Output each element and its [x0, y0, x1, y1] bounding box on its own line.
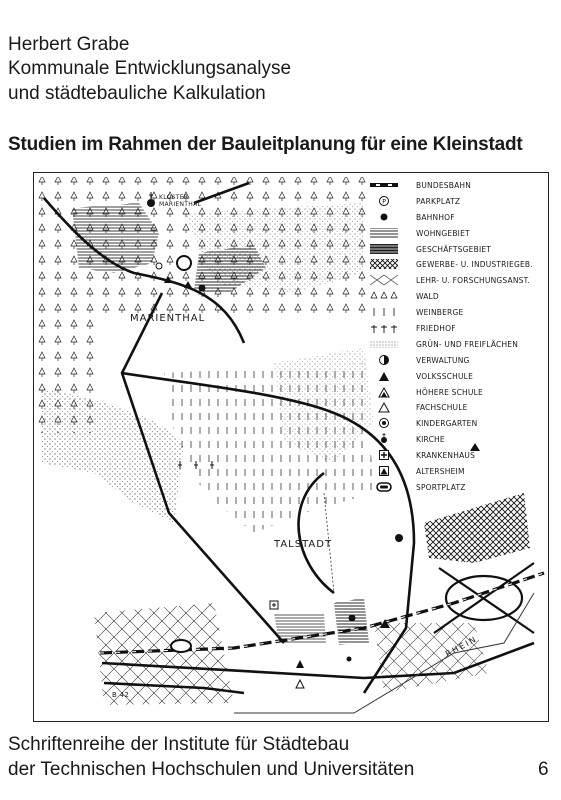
place-talstadt: TALSTADT: [274, 539, 333, 550]
legend-item-residential: [370, 227, 549, 243]
forest-symbol-icon: [370, 290, 398, 302]
legend-label: WALD: [416, 292, 439, 302]
legend-item-forest: [370, 290, 549, 306]
legend-item-primary-school: [370, 370, 549, 386]
retirement-home-symbol-icon: [370, 465, 398, 477]
legend-label: WOHNGEBIET: [416, 228, 470, 238]
high-school-symbol-icon: [370, 386, 398, 398]
book-title-line-1: Kommunale Entwicklungsanalyse: [8, 58, 292, 79]
legend-item-high-school: [370, 386, 549, 402]
river-label: RHEIN: [443, 634, 480, 659]
author-name: Herbert Grabe: [8, 34, 130, 55]
legend-item-technical-school: [370, 401, 549, 417]
cemetery-symbol-icon: [370, 322, 398, 334]
legend-item-railway: [370, 179, 549, 195]
town-plan-map: [33, 172, 549, 722]
book-title-line-2: und städtebauliche Kalkulation: [8, 83, 266, 104]
legend-label: PARKPLATZ: [416, 196, 461, 206]
legend-label: ALTERSHEIM: [416, 467, 465, 477]
legend-item-station: [370, 211, 549, 227]
legend-item-vineyard: [370, 306, 549, 322]
hospital-symbol-icon: [370, 449, 398, 461]
church-symbol-icon: [370, 433, 398, 445]
legend-item-cemetery: [370, 322, 549, 338]
road-label: B 42: [112, 691, 130, 699]
legend-label: GEWERBE- U. INDUSTRIEGEB.: [416, 260, 533, 270]
place-kloster: KLOSTER MARIENTHAL: [159, 194, 202, 208]
motorway-interchange: [434, 563, 534, 633]
residential-marienthal: [72, 203, 159, 273]
legend-item-kindergarten: [370, 417, 549, 433]
research-symbol-icon: [370, 274, 398, 286]
legend-item-sports-field: [370, 481, 549, 497]
legend-label: HÖHERE SCHULE: [416, 387, 483, 397]
industrial-area: [424, 493, 530, 563]
commercial-area: [334, 598, 369, 645]
residential-symbol-icon: [370, 227, 398, 239]
legend-label: SPORTPLATZ: [416, 482, 466, 492]
kindergarten-symbol-icon: [370, 417, 398, 429]
place-marienthal: MARIENTHAL: [130, 313, 206, 324]
technical-school-symbol-icon: [370, 401, 398, 413]
legend-label: GRÜN- UND FREIFLÄCHEN: [416, 339, 519, 349]
legend-item-church: [370, 433, 549, 449]
vineyard-area: [164, 363, 374, 533]
legend-label: KINDERGARTEN: [416, 419, 478, 429]
legend-item-administration: [370, 354, 549, 370]
green-symbol-icon: [370, 338, 398, 350]
legend-label: BUNDESBAHN: [416, 181, 472, 190]
legend-label: WEINBERGE: [416, 308, 464, 318]
legend-item-hospital: [370, 449, 549, 465]
legend-label: VOLKSSCHULE: [416, 371, 474, 381]
svg-text:P: P: [382, 198, 386, 206]
legend-item-industrial: [370, 258, 549, 274]
map-legend: [370, 179, 549, 497]
legend-label: BAHNHOF: [416, 212, 455, 222]
parking-symbol-icon: [370, 195, 398, 207]
legend-item-green: [370, 338, 549, 354]
railway-symbol-icon: [370, 179, 398, 191]
legend-item-retirement-home: [370, 465, 549, 481]
green-area-west: [42, 388, 184, 523]
industrial-symbol-icon: [370, 258, 398, 270]
legend-label: KIRCHE: [416, 435, 445, 445]
commercial-symbol-icon: [370, 243, 398, 255]
legend-item-research: [370, 274, 549, 290]
legend-label: VERWALTUNG: [416, 355, 470, 365]
primary-school-symbol-icon: [370, 370, 398, 382]
station-symbol-icon: [370, 211, 398, 223]
legend-label: FRIEDHOF: [416, 324, 456, 334]
vineyard-symbol-icon: [370, 306, 398, 318]
legend-label: LEHR- U. FORSCHUNGSANST.: [416, 276, 531, 286]
legend-label: GESCHÄFTSGEBIET: [416, 244, 492, 254]
legend-item-commercial: [370, 243, 549, 259]
series-title-line-2: der Technischen Hochschulen und Universitäten: [8, 759, 415, 780]
book-subtitle: Studien im Rahmen der Bauleitplanung für eine Kleinstadt: [8, 134, 523, 155]
administration-symbol-icon: [370, 354, 398, 366]
legend-label: FACHSCHULE: [416, 403, 468, 413]
sports-field-symbol-icon: [370, 481, 398, 493]
research-area-east: [374, 623, 489, 693]
series-title-line-1: Schriftenreihe der Institute für Städtebau: [8, 734, 350, 755]
legend-label: KRANKENHAUS: [416, 451, 476, 461]
volume-number: 6: [538, 759, 549, 780]
legend-item-parking: [370, 195, 549, 211]
